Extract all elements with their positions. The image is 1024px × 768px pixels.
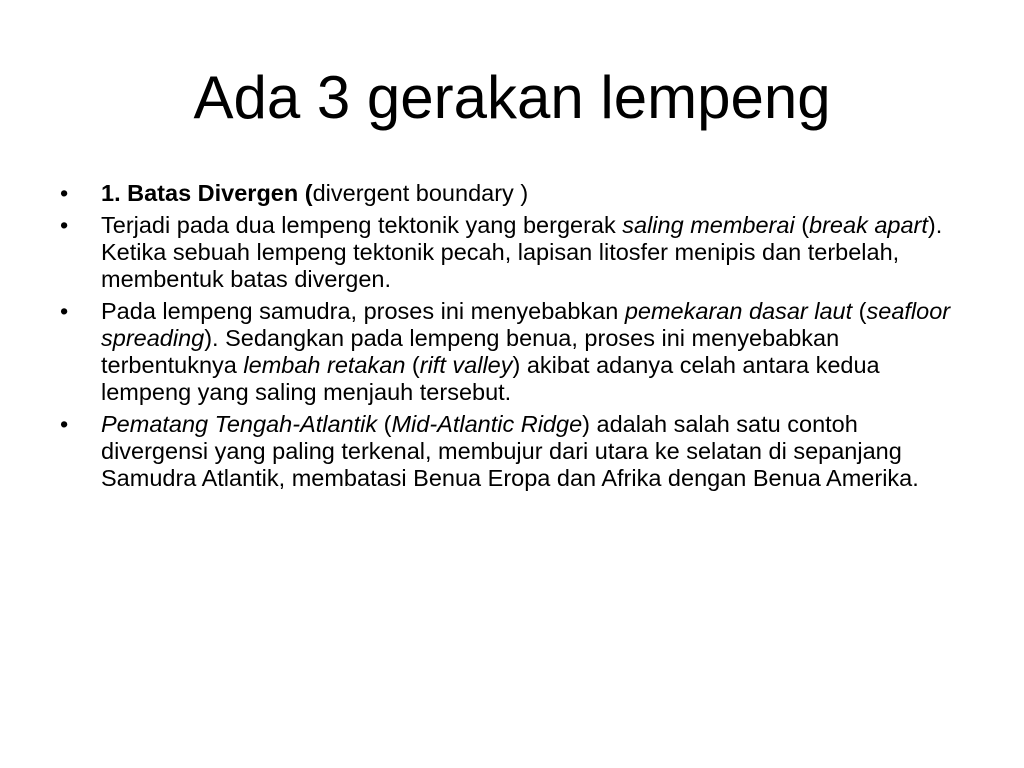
- bullet-text: ) akibat adanya celah antara kedua lempeng yang saling menjauh tersebut.: [101, 352, 880, 405]
- bullet-text: ). Ketika sebuah lempeng tektonik pecah, lapisan litosfer menipis dan terbelah, membentuk batas divergen.: [101, 212, 943, 292]
- bullet-icon: •: [60, 411, 69, 437]
- italic-term: Pematang Tengah-Atlantik: [101, 411, 378, 437]
- italic-term: pemekaran dasar laut: [624, 298, 853, 324]
- bullet-icon: •: [60, 212, 69, 238]
- bullet-text: ). Sedangkan pada lempeng benua, proses ini menyebabkan terbentuknya: [101, 325, 840, 378]
- bullet-item-seafloor-spreading: [60, 298, 970, 406]
- bullet-item-mid-atlantic-ridge: [60, 411, 970, 492]
- bullet-item-break-apart: [60, 212, 970, 293]
- bullet-heading: 1. Batas Divergen (: [101, 180, 313, 206]
- bullet-text: (: [377, 411, 392, 437]
- bullet-list: [60, 180, 970, 497]
- bullet-text: Pada lempeng samudra, proses ini menyebabkan: [101, 298, 625, 324]
- bullet-text: (: [405, 352, 420, 378]
- italic-term: saling memberai: [622, 212, 795, 238]
- bullet-text: (: [794, 212, 810, 238]
- bullet-item-divergent-boundary: [60, 180, 970, 207]
- bullet-text: (: [852, 298, 867, 324]
- italic-term: rift valley: [419, 352, 513, 378]
- italic-term: seafloor spreading: [101, 298, 951, 351]
- slide-title: Ada 3 gerakan lempeng: [193, 64, 831, 131]
- bullet-icon: •: [60, 298, 69, 324]
- italic-term: lembah retakan: [243, 352, 406, 378]
- bullet-text: divergent boundary ): [312, 180, 529, 206]
- italic-term: break apart: [809, 212, 928, 238]
- italic-term: Mid-Atlantic Ridge: [391, 411, 583, 437]
- bullet-text: ) adalah salah satu contoh divergensi yang paling terkenal, membujur dari utara ke selatan di sepanjang Samudra Atlantik, membatasi Benua Eropa dan Afrika dengan Benua Amerika.: [101, 411, 919, 491]
- bullet-icon: •: [60, 180, 69, 206]
- bullet-text: Terjadi pada dua lempeng tektonik yang bergerak: [101, 212, 623, 238]
